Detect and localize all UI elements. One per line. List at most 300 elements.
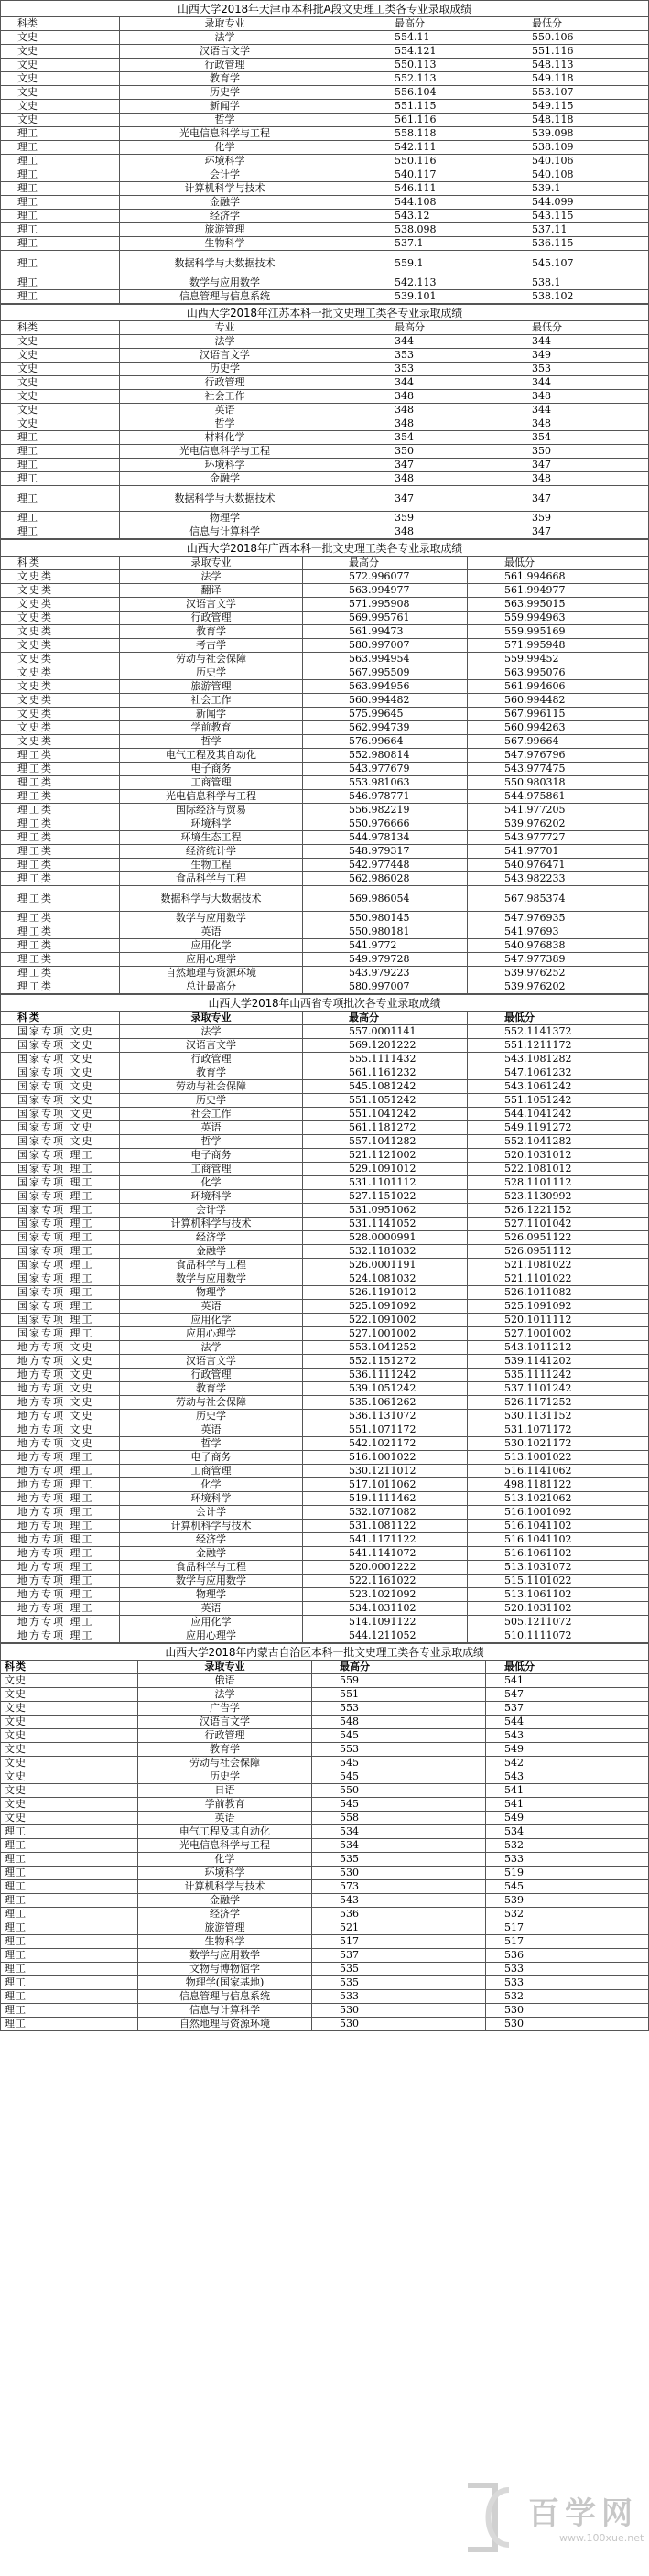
max-score-cell: 569.995761: [303, 612, 468, 624]
major-cell: 历史学: [120, 1094, 303, 1107]
min-score-cell: 563.995076: [504, 666, 566, 678]
major-cell: 会计学: [120, 1506, 303, 1519]
max-score-cell: 544.1211052: [303, 1629, 468, 1642]
table-row: [1, 1382, 648, 1396]
table-row: [1, 1798, 648, 1812]
table-row: [1, 155, 648, 168]
table-row: [1, 1825, 648, 1839]
table-row: [1, 472, 648, 486]
category-cell: 文史类: [1, 639, 120, 652]
major-cell: 哲学: [120, 417, 330, 430]
category-cell: 文史类: [1, 653, 120, 666]
table-row: [1, 763, 648, 776]
max-score-cell: 545.1081242: [303, 1080, 468, 1093]
major-cell: 汉语言文学: [120, 45, 330, 58]
max-score-cell: 546.111: [330, 182, 481, 195]
category-cell: 理工: [1, 223, 120, 236]
table-row: [1, 2018, 648, 2031]
min-score-cell: 515.1101022: [504, 1575, 572, 1586]
table-row: [1, 1547, 648, 1561]
category-cell: 文史: [1, 31, 120, 44]
major-cell: 英语: [138, 1812, 312, 1824]
min-score-cell: 526.0951112: [504, 1245, 572, 1257]
max-score-cell: 550.980181: [303, 925, 468, 938]
min-score-cell: 538.102: [532, 290, 574, 302]
min-score-cell: 549.1191272: [504, 1121, 572, 1133]
min-score-cell: 344: [532, 335, 551, 347]
category-cell: 文史: [1, 1688, 138, 1701]
category-cell: 文史: [1, 390, 120, 403]
min-score-cell: 498.1181122: [504, 1478, 572, 1490]
major-cell: 教育学: [120, 72, 330, 85]
min-score-cell: 539: [504, 1894, 524, 1906]
major-cell: 金融学: [120, 196, 330, 209]
major-cell: 环境科学: [138, 1867, 312, 1879]
category-cell: 文史: [1, 1729, 138, 1742]
max-score-cell: 558: [312, 1812, 486, 1824]
max-score-cell: 527.1001002: [303, 1327, 468, 1340]
category-cell: 理工: [1, 1990, 138, 2003]
table-row: [1, 1533, 648, 1547]
min-score-cell: 547.976935: [504, 912, 566, 924]
major-cell: 金融学: [120, 472, 330, 485]
major-cell: 自然地理与资源环境: [120, 967, 303, 980]
category-cell: 国家专项 文史: [1, 1094, 120, 1107]
table-row: [1, 1729, 648, 1743]
table-row: [1, 1204, 648, 1218]
min-score-cell: 527.1001002: [504, 1327, 572, 1339]
table-row: [1, 1602, 648, 1616]
category-cell: 理工: [1, 486, 120, 511]
min-score-cell: 525.1091092: [504, 1300, 572, 1312]
table-row: [1, 1478, 648, 1492]
score-table: [0, 1643, 649, 2031]
header-max-score-cell: 最高分: [303, 1012, 468, 1024]
category-cell: 文史类: [1, 708, 120, 720]
max-score-cell: 563.994977: [303, 584, 468, 597]
table-row: [1, 390, 648, 404]
max-score-cell: 537.1: [330, 237, 481, 250]
major-cell: 工商管理: [120, 1465, 303, 1477]
max-score-cell: 561.99473: [303, 625, 468, 638]
major-cell: 生物科学: [138, 1935, 312, 1948]
max-score-cell: 535: [312, 1963, 486, 1975]
table-row: [1, 1935, 648, 1949]
category-cell: 文史类: [1, 584, 120, 597]
table-row: [1, 939, 648, 953]
max-score-cell: 527.1151022: [303, 1190, 468, 1203]
min-score-cell: 536: [504, 1949, 524, 1961]
table-row: [1, 1867, 648, 1880]
min-score-cell: 354: [532, 431, 551, 443]
table-row: [1, 1053, 648, 1066]
major-cell: 行政管理: [120, 59, 330, 71]
table-row: [1, 859, 648, 872]
min-score-cell: 549: [504, 1812, 524, 1824]
major-cell: 行政管理: [120, 376, 330, 389]
min-score-cell: 543: [504, 1729, 524, 1741]
major-cell: 环境科学: [120, 1492, 303, 1505]
max-score-cell: 517.1011062: [303, 1478, 468, 1491]
major-cell: 考古学: [120, 639, 303, 652]
category-cell: 文史: [1, 72, 120, 85]
category-cell: 理工: [1, 1963, 138, 1975]
category-cell: 国家专项 理工: [1, 1327, 120, 1340]
major-cell: 电子商务: [120, 1451, 303, 1464]
max-score-cell: 551.1041242: [303, 1108, 468, 1120]
major-cell: 教育学: [120, 1066, 303, 1079]
max-score-cell: 545: [312, 1798, 486, 1811]
max-score-cell: 347: [330, 459, 481, 471]
major-cell: 历史学: [138, 1770, 312, 1783]
min-score-cell: 547.976796: [504, 749, 566, 761]
major-cell: 应用心理学: [120, 953, 303, 966]
major-cell: 数学与应用数学: [120, 1272, 303, 1285]
category-cell: 国家专项 理工: [1, 1314, 120, 1326]
table-row: [1, 431, 648, 445]
header-major-cell: 录取专业: [120, 17, 330, 30]
table-row: [1, 570, 648, 584]
category-cell: 国家专项 文史: [1, 1135, 120, 1148]
max-score-cell: 550: [312, 1784, 486, 1797]
table-row: [1, 1616, 648, 1629]
max-score-cell: 542.111: [330, 141, 481, 154]
max-score-cell: 525.1091092: [303, 1300, 468, 1313]
category-cell: 文史: [1, 363, 120, 375]
min-score-cell: 533: [504, 1976, 524, 1988]
min-score-cell: 513.1031072: [504, 1561, 572, 1573]
min-score-cell: 561.994606: [504, 680, 566, 692]
category-cell: 理工: [1, 431, 120, 444]
table-row: [1, 100, 648, 114]
max-score-cell: 353: [330, 363, 481, 375]
min-score-cell: 549: [504, 1743, 524, 1755]
table-header-row: [1, 1012, 648, 1025]
min-score-cell: 541.97701: [504, 845, 559, 857]
min-score-cell: 539.098: [532, 127, 574, 139]
table-row: [1, 1039, 648, 1053]
major-cell: 哲学: [120, 114, 330, 126]
min-score-cell: 528.1101112: [504, 1176, 572, 1188]
category-cell: 理工类: [1, 912, 120, 925]
min-score-cell: 537.11: [532, 223, 568, 235]
min-score-cell: 539.976202: [504, 980, 566, 992]
min-score-cell: 551.1051242: [504, 1094, 572, 1106]
category-cell: 理工: [1, 1839, 138, 1852]
min-score-cell: 347: [532, 492, 551, 504]
major-cell: 英语: [120, 404, 330, 417]
max-score-cell: 580.997007: [303, 980, 468, 993]
category-cell: 文史类: [1, 735, 120, 748]
min-score-cell: 543.115: [532, 210, 574, 222]
category-cell: 理工: [1, 1935, 138, 1948]
max-score-cell: 540.117: [330, 168, 481, 181]
table-row: [1, 1231, 648, 1245]
max-score-cell: 541.1141072: [303, 1547, 468, 1560]
major-cell: 哲学: [120, 735, 303, 748]
category-cell: 国家专项 理工: [1, 1259, 120, 1272]
major-cell: 英语: [120, 1423, 303, 1436]
category-cell: 地方专项 理工: [1, 1547, 120, 1560]
table-row: [1, 1341, 648, 1355]
min-score-cell: 523.1130992: [504, 1190, 572, 1202]
table-row: [1, 1575, 648, 1588]
max-score-cell: 553: [312, 1743, 486, 1756]
major-cell: 汉语言文学: [120, 1355, 303, 1368]
min-score-cell: 510.1111072: [504, 1629, 572, 1641]
header-max-score-cell: 最高分: [330, 17, 481, 30]
major-cell: 广告学: [138, 1702, 312, 1715]
table-row: [1, 1716, 648, 1729]
major-cell: 信息与计算科学: [120, 525, 330, 538]
major-cell: 化学: [120, 1478, 303, 1491]
major-cell: 化学: [138, 1853, 312, 1866]
max-score-cell: 535: [312, 1976, 486, 1989]
table-row: [1, 1506, 648, 1520]
major-cell: 汉语言文学: [120, 1039, 303, 1052]
major-cell: 法学: [120, 1025, 303, 1038]
min-score-cell: 353: [532, 363, 551, 374]
category-cell: 文史类: [1, 570, 120, 583]
category-cell: 理工类: [1, 859, 120, 871]
table-row: [1, 1908, 648, 1921]
category-cell: 地方专项 文史: [1, 1341, 120, 1354]
header-max-score-cell: 最高分: [330, 321, 481, 334]
category-cell: 国家专项 理工: [1, 1272, 120, 1285]
min-score-cell: 505.1211072: [504, 1616, 572, 1628]
category-cell: 理工: [1, 276, 120, 289]
max-score-cell: 528.0000991: [303, 1231, 468, 1244]
table-row: [1, 251, 648, 276]
min-score-cell: 559.994963: [504, 612, 566, 623]
category-cell: 文史: [1, 1757, 138, 1770]
max-score-cell: 550.980145: [303, 912, 468, 925]
max-score-cell: 543: [312, 1894, 486, 1907]
category-cell: 文史: [1, 1798, 138, 1811]
min-score-cell: 513.1021062: [504, 1492, 572, 1504]
max-score-cell: 344: [330, 376, 481, 389]
table-row: [1, 1949, 648, 1963]
category-cell: 理工: [1, 168, 120, 181]
major-cell: 环境生态工程: [120, 831, 303, 844]
major-cell: 环境科学: [120, 459, 330, 471]
table-title: 山西大学2018年内蒙古自治区本科一批文史理工类各专业录取成绩: [1, 1643, 648, 1661]
table-row: [1, 925, 648, 939]
max-score-cell: 344: [330, 335, 481, 348]
max-score-cell: 567.995509: [303, 666, 468, 679]
major-cell: 汉语言文学: [120, 349, 330, 362]
max-score-cell: 563.994954: [303, 653, 468, 666]
major-cell: 环境科学: [120, 1190, 303, 1203]
major-cell: 工商管理: [120, 1163, 303, 1175]
table-row: [1, 1839, 648, 1853]
table-row: [1, 872, 648, 886]
min-score-cell: 551.1211172: [504, 1039, 572, 1051]
max-score-cell: 561.1181272: [303, 1121, 468, 1134]
table-row: [1, 349, 648, 363]
min-score-cell: 349: [532, 349, 551, 361]
category-cell: 国家专项 理工: [1, 1245, 120, 1258]
category-cell: 国家专项 理工: [1, 1218, 120, 1230]
table-row: [1, 182, 648, 196]
max-score-cell: 530.1211012: [303, 1465, 468, 1477]
category-cell: 文史: [1, 349, 120, 362]
max-score-cell: 552.1151272: [303, 1355, 468, 1368]
min-score-cell: 533: [504, 1963, 524, 1975]
header-major-cell: 录取专业: [138, 1661, 312, 1673]
table-row: [1, 290, 648, 304]
category-cell: 地方专项 理工: [1, 1478, 120, 1491]
category-cell: 理工: [1, 1825, 138, 1838]
max-score-cell: 553.981063: [303, 776, 468, 789]
table-row: [1, 59, 648, 72]
major-cell: 旅游管理: [120, 680, 303, 693]
category-cell: 理工类: [1, 763, 120, 775]
major-cell: 英语: [120, 925, 303, 938]
min-score-cell: 542: [504, 1757, 524, 1769]
header-category-cell: 科类: [1, 1012, 120, 1024]
table-row: [1, 72, 648, 86]
category-cell: 地方专项 文史: [1, 1437, 120, 1450]
table-row: [1, 1396, 648, 1410]
table-row: [1, 1423, 648, 1437]
category-cell: 国家专项 理工: [1, 1204, 120, 1217]
min-score-cell: 548.113: [532, 59, 574, 70]
header-min-score-cell: 最低分: [504, 557, 535, 568]
table-title: 山西大学2018年广西本科一批文史理工类各专业录取成绩: [1, 539, 648, 557]
category-cell: 理工: [1, 512, 120, 525]
max-score-cell: 530: [312, 2004, 486, 2017]
category-cell: 文史类: [1, 721, 120, 734]
table-row: [1, 1770, 648, 1784]
min-score-cell: 532: [504, 1839, 524, 1851]
min-score-cell: 547.1061232: [504, 1066, 572, 1078]
table-row: [1, 735, 648, 749]
max-score-cell: 350: [330, 445, 481, 458]
header-min-score-cell: 最低分: [532, 321, 562, 333]
max-score-cell: 562.986028: [303, 872, 468, 885]
max-score-cell: 526.1191012: [303, 1286, 468, 1299]
max-score-cell: 545: [312, 1729, 486, 1742]
max-score-cell: 573: [312, 1880, 486, 1893]
major-cell: 学前教育: [120, 721, 303, 734]
table-row: [1, 1080, 648, 1094]
category-cell: 理工: [1, 1880, 138, 1893]
min-score-cell: 541.977205: [504, 804, 566, 816]
min-score-cell: 561.994977: [504, 584, 566, 596]
table-row: [1, 1492, 648, 1506]
major-cell: 总计最高分: [120, 980, 303, 993]
table-row: [1, 2004, 648, 2018]
min-score-cell: 540.106: [532, 155, 574, 167]
min-score-cell: 532: [504, 1990, 524, 2002]
min-score-cell: 519: [504, 1867, 524, 1878]
major-cell: 经济学: [120, 1231, 303, 1244]
table-row: [1, 1921, 648, 1935]
category-cell: 地方专项 理工: [1, 1629, 120, 1642]
category-cell: 理工: [1, 210, 120, 222]
min-score-cell: 539.1141202: [504, 1355, 572, 1367]
table-header-row: [1, 1661, 648, 1674]
major-cell: 法学: [120, 570, 303, 583]
table-row: [1, 1465, 648, 1478]
category-cell: 地方专项 文史: [1, 1410, 120, 1423]
major-cell: 物理学: [120, 1588, 303, 1601]
max-score-cell: 556.982219: [303, 804, 468, 817]
max-score-cell: 545: [312, 1757, 486, 1770]
table-row: [1, 486, 648, 512]
category-cell: 国家专项 理工: [1, 1149, 120, 1162]
min-score-cell: 533: [504, 1853, 524, 1865]
min-score-cell: 530: [504, 2018, 524, 2029]
max-score-cell: 542.1021172: [303, 1437, 468, 1450]
major-cell: 会计学: [120, 1204, 303, 1217]
min-score-cell: 545: [504, 1880, 524, 1892]
major-cell: 文物与博物馆学: [138, 1963, 312, 1975]
category-cell: 国家专项 理工: [1, 1231, 120, 1244]
table-row: [1, 1702, 648, 1716]
major-cell: 物理学(国家基地): [138, 1976, 312, 1989]
category-cell: 理工: [1, 251, 120, 276]
max-score-cell: 531.0951062: [303, 1204, 468, 1217]
category-cell: 理工: [1, 141, 120, 154]
category-cell: 国家专项 文史: [1, 1121, 120, 1134]
table-row: [1, 708, 648, 721]
min-score-cell: 543.1061242: [504, 1080, 572, 1092]
max-score-cell: 354: [330, 431, 481, 444]
min-score-cell: 552.1041282: [504, 1135, 572, 1147]
category-cell: 理工: [1, 1867, 138, 1879]
watermark-text: 百学网: [528, 2495, 638, 2532]
max-score-cell: 519.1111462: [303, 1492, 468, 1505]
major-cell: 英语: [120, 1121, 303, 1134]
table-row: [1, 639, 648, 653]
header-major-cell: 录取专业: [120, 557, 303, 569]
category-cell: 文史: [1, 100, 120, 113]
table-row: [1, 845, 648, 859]
min-score-cell: 563.995015: [504, 598, 566, 610]
major-cell: 电子商务: [120, 763, 303, 775]
watermark: [459, 2472, 642, 2572]
table-row: [1, 680, 648, 694]
min-score-cell: 543.977727: [504, 831, 566, 843]
table-row: [1, 1880, 648, 1894]
table-row: [1, 223, 648, 237]
min-score-cell: 560.994263: [504, 721, 566, 733]
category-cell: 文史: [1, 417, 120, 430]
table-row: [1, 1300, 648, 1314]
min-score-cell: 544.1041242: [504, 1108, 572, 1120]
table-row: [1, 86, 648, 100]
major-cell: 教育学: [120, 625, 303, 638]
table-row: [1, 1688, 648, 1702]
table-row: [1, 776, 648, 790]
major-cell: 数学与应用数学: [120, 276, 330, 289]
max-score-cell: 524.1081032: [303, 1272, 468, 1285]
max-score-cell: 534.1031102: [303, 1602, 468, 1615]
min-score-cell: 539.976202: [504, 817, 566, 829]
major-cell: 国际经济与贸易: [120, 804, 303, 817]
max-score-cell: 522.1161022: [303, 1575, 468, 1587]
major-cell: 电子商务: [120, 1149, 303, 1162]
category-cell: 理工: [1, 1976, 138, 1989]
category-cell: 理工: [1, 445, 120, 458]
category-cell: 国家专项 理工: [1, 1286, 120, 1299]
table-row: [1, 1743, 648, 1757]
major-cell: 行政管理: [120, 1369, 303, 1381]
major-cell: 计算机科学与技术: [138, 1880, 312, 1893]
min-score-cell: 516.1061102: [504, 1547, 572, 1559]
